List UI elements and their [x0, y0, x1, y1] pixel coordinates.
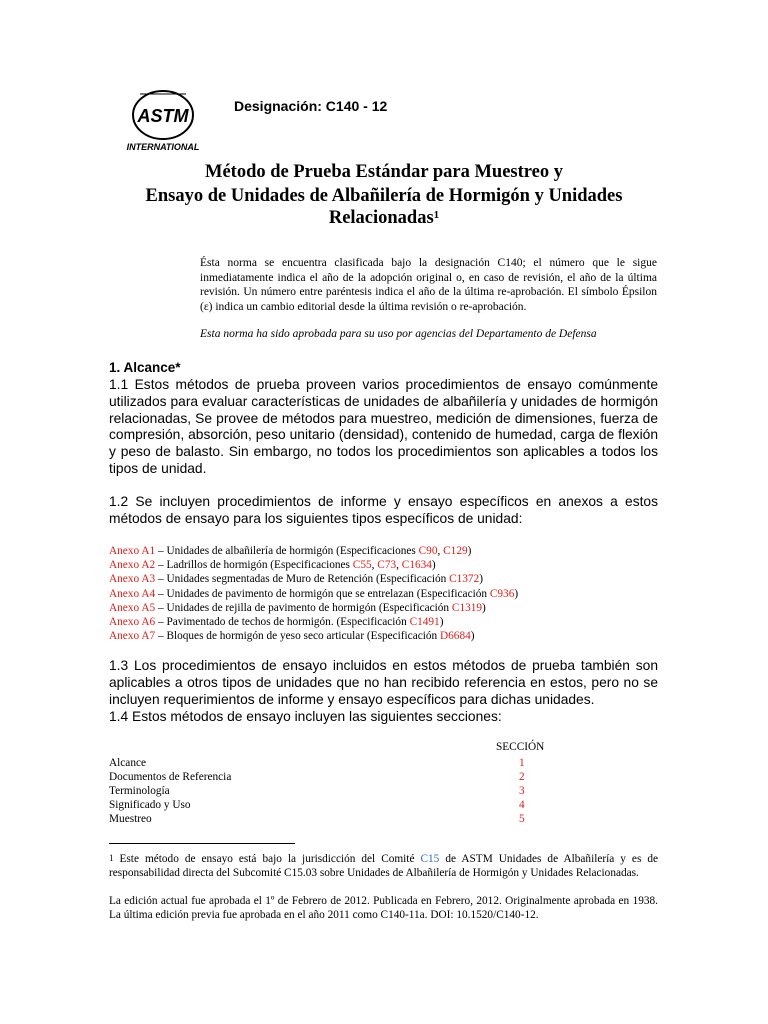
paragraph-1-3: 1.3 Los procedimientos de ensayo incluidos en estos métodos de prueba también son aplicables a otros tipos de unidades que no han recibido referencia en estos, pero no se incluyen requerimientos de informe y ensayo específicos para dichas unidades. [109, 658, 658, 707]
annex-item [109, 629, 669, 643]
annex-description: – Unidades segmentadas de Muro de Retención (Especificación [155, 573, 450, 586]
section-number-link[interactable]: 5 [519, 813, 525, 825]
title-line-1: Método de Prueba Estándar para Muestreo y [205, 162, 563, 182]
section-name: Muestreo [109, 813, 152, 825]
annex-link[interactable]: Anexo A2 [109, 559, 156, 572]
annex-item [109, 587, 669, 601]
annex-link[interactable]: Anexo A5 [109, 601, 156, 614]
annex-link[interactable]: Anexo A3 [109, 573, 156, 586]
annex-link[interactable]: Anexo A6 [109, 616, 156, 628]
committee-link[interactable]: C15 [420, 853, 440, 865]
annex-ref-separator: , [371, 559, 378, 572]
paragraph-1-1: 1.1 Estos métodos de prueba proveen varios procedimientos de ensayo comúnmente utilizados para evaluar características de unidades de albañilería y unidades de hormigón relacionadas, Se provee de métodos para muestreo, medición de dimensiones, fuerza de compresión, absorción, peso unitario (densidad), contenido de humedad, carga de flexión y peso de balasto. Sin embargo, no todos los procedimientos son aplicables a todos los tipos de unidad. [109, 377, 658, 476]
title-line-3 [108, 206, 660, 230]
spec-link[interactable]: C73 [377, 559, 397, 572]
astm-logo-icon [126, 88, 200, 152]
annex-link[interactable]: Anexo A1 [109, 545, 156, 557]
title-footnote-mark: 1 [433, 209, 440, 221]
spec-link[interactable]: D6684 [439, 630, 471, 643]
section-number-link[interactable]: 1 [519, 757, 525, 769]
table-row [109, 756, 559, 770]
annex-item [109, 615, 669, 629]
annex-ref-separator: , [396, 559, 402, 572]
annex-item [109, 544, 669, 558]
intro-paragraph: Ésta norma se encuentra clasificada bajo la designación C140; el número que le sigue inmediatamente indica el año de la adopción original o, en caso de revisión, el año de la última revisión. Un número entre paréntesis indica el año de la última re-aprobación. El símbolo Épsilon (ε) indica un cambio editorial desde la última revisión o re-aprobación. [200, 257, 657, 313]
footnote-paragraph [109, 852, 658, 880]
section-number-link[interactable]: 4 [519, 799, 525, 811]
annex-close: ) [479, 573, 483, 586]
sections-table-rows [109, 756, 559, 826]
section-name: Significado y Uso [109, 799, 191, 811]
sections-table-header: SECCIÓN [496, 741, 545, 753]
spec-link[interactable]: C1319 [451, 601, 483, 614]
spec-link[interactable]: C1372 [449, 573, 480, 586]
section-number-link[interactable]: 3 [519, 785, 525, 797]
spec-link[interactable]: C55 [352, 559, 372, 572]
spec-link[interactable]: C90 [418, 545, 438, 557]
annex-close: ) [467, 545, 472, 557]
annex-link[interactable]: Anexo A4 [109, 587, 156, 600]
footnote-part1: Este método de ensayo está bajo la jurisdicción del Comité [113, 853, 421, 865]
section-1-heading: 1. Alcance* [109, 360, 181, 375]
footnote-part2: de ASTM Unidades de Albañilería y es de responsabilidad directa del Subcomité C15.03 sobre Unidades de Albañilería de Hormigón y Unidades Relacionadas. [109, 853, 659, 879]
section-number-link[interactable]: 2 [519, 771, 525, 783]
defense-note [200, 327, 657, 342]
spec-link[interactable]: C1491 [409, 616, 440, 628]
annex-close: ) [470, 630, 475, 643]
annex-description: – Unidades de rejilla de pavimento de hormigón (Especificación [155, 601, 452, 614]
table-row [109, 812, 559, 826]
annex-close: ) [439, 616, 444, 628]
title-line-2: Ensayo de Unidades de Albañilería de Hormigón y Unidades [145, 186, 623, 206]
table-row [109, 784, 559, 798]
footnote-mark: 1 [109, 853, 114, 863]
astm-logo [126, 88, 200, 152]
annex-close: ) [514, 587, 519, 600]
table-row [109, 798, 559, 812]
spec-link[interactable]: C1634 [401, 559, 432, 572]
spec-link[interactable]: C129 [443, 545, 468, 557]
annex-close: ) [482, 601, 486, 614]
designation: Designación: C140 - 12 [234, 98, 388, 114]
svg-text:ASTM: ASTM [137, 106, 189, 126]
annex-ref-separator: , [437, 545, 444, 557]
footnote-divider [109, 843, 295, 844]
section-name: Terminología [109, 785, 170, 797]
annex-description: – Unidades de albañilería de hormigón (Especificaciones [155, 545, 419, 557]
annex-item [109, 572, 669, 586]
logo-text: INTERNATIONAL [126, 142, 200, 152]
footnote-edition: La edición actual fue aprobada el 1º de Febrero de 2012. Publicada en Febrero, 2012. Originalmente aprobada en 1938. La última edición previa fue aprobada en el año 2011 como C140-11a. DOI: 10.1520/C140-12. [109, 895, 658, 921]
section-name: Documentos de Referencia [109, 771, 232, 783]
spec-link[interactable]: C936 [489, 587, 515, 600]
title-line-3-text: Relacionadas [328, 208, 434, 228]
annex-description: – Pavimentado de techos de hormigón. (Especificación [155, 616, 410, 628]
annex-close: ) [431, 559, 436, 572]
annex-description: – Bloques de hormigón de yeso seco articular (Especificación [155, 630, 440, 643]
paragraph-1-2: 1.2 Se incluyen procedimientos de informe y ensayo específicos en anexos a estos métodos de ensayo para los siguientes tipos específicos de unidad: [109, 494, 658, 526]
paragraph-1-4: 1.4 Estos métodos de ensayo incluyen las siguientes secciones: [109, 709, 502, 724]
defense-note-text: Esta norma ha sido aprobada para su uso por agencias del Departamento de Defensa [200, 328, 597, 340]
annex-description: – Ladrillos de hormigón (Especificaciones [155, 559, 353, 572]
annex-item [109, 601, 669, 615]
section-name: Alcance [109, 757, 147, 769]
table-row [109, 770, 559, 784]
annex-item [109, 558, 669, 572]
annex-description: – Unidades de pavimento de hormigón que se entrelazan (Especificación [155, 587, 490, 600]
annex-link[interactable]: Anexo A7 [109, 630, 156, 643]
